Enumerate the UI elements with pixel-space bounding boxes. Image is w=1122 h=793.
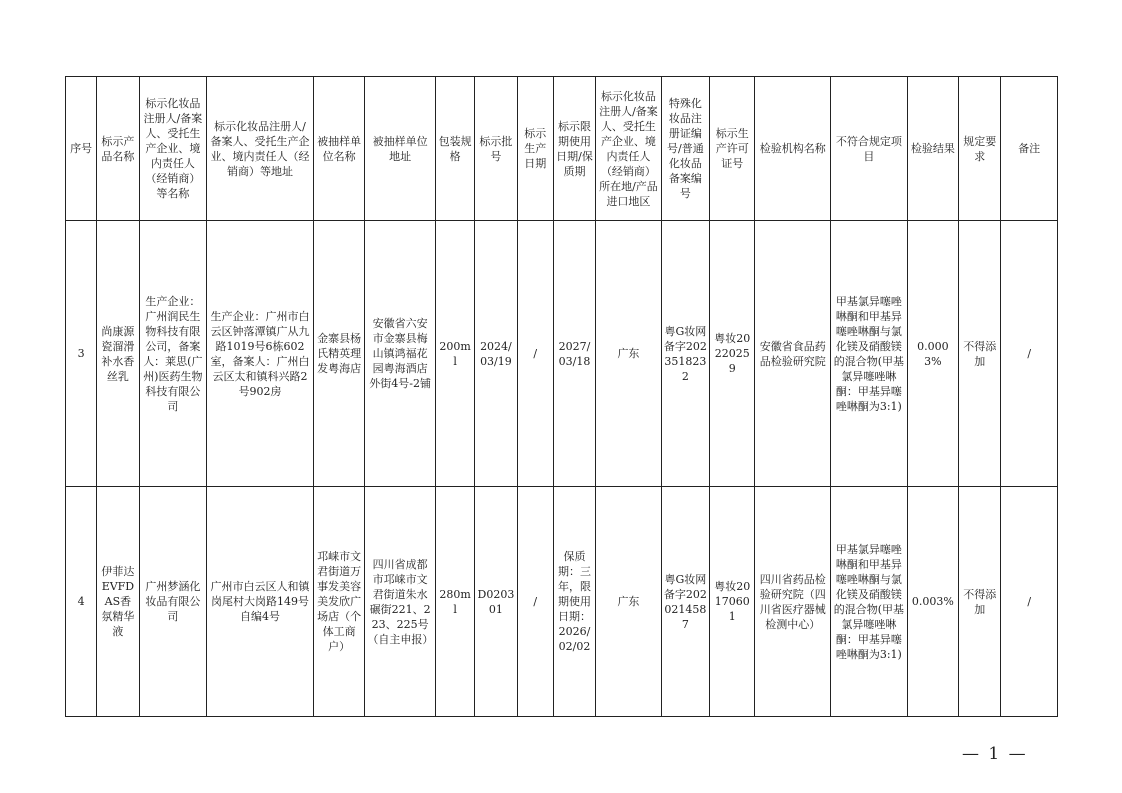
- table-cell: /: [1001, 221, 1058, 487]
- table-cell: /: [1001, 487, 1058, 717]
- sampling-results-table: [65, 76, 1058, 717]
- table-cell: 甲基氯异噻唑啉酮和甲基异噻唑啉酮与氯化镁及硝酸镁的混合物(甲基氯异噻唑啉酮：甲基异噻唑啉酮为3:1): [831, 221, 908, 487]
- table-cell: 伊菲达EVFDAS香氛精华液: [97, 487, 139, 717]
- table-cell: 280ml: [435, 487, 474, 717]
- table-cell: 四川省药品检验研究院（四川省医疗器械检测中心）: [755, 487, 831, 717]
- table-cell: 广州市白云区人和镇岗尾村大岗路149号自编4号: [207, 487, 314, 717]
- table-header-row: [66, 77, 1058, 221]
- table-cell: 200ml: [435, 221, 474, 487]
- header-cell: 备注: [1001, 77, 1058, 221]
- header-cell: 包装规格: [435, 77, 474, 221]
- header-cell: 标示生产日期: [517, 77, 553, 221]
- table-cell: 邛崃市文君街道万事发美容美发欣广场店（个体工商户）: [313, 487, 364, 717]
- table-cell: 粤妆20170601: [710, 487, 755, 717]
- header-cell: 标示化妆品注册人/备案人、受托生产企业、境内责任人（经销商）等地址: [207, 77, 314, 221]
- table-cell: /: [517, 221, 553, 487]
- table-cell: 生产企业：广州市白云区钟落潭镇广从九路1019号6栋602室，备案人：广州白云区太和镇科兴路2号902房: [207, 221, 314, 487]
- header-cell: 特殊化妆品注册证编号/普通化妆品备案编号: [661, 77, 709, 221]
- table-cell: 甲基氯异噻唑啉酮和甲基异噻唑啉酮与氯化镁及硝酸镁的混合物(甲基氯异噻唑啉酮：甲基异噻唑啉酮为3:1): [831, 487, 908, 717]
- header-cell: 序号: [66, 77, 97, 221]
- table-cell: 粤G妆网备字2020214587: [661, 487, 709, 717]
- table-cell: 不得添加: [959, 221, 1001, 487]
- table-cell: 不得添加: [959, 487, 1001, 717]
- table-cell: 金寨县杨氏精英理发粤海店: [313, 221, 364, 487]
- header-cell: 被抽样单位名称: [313, 77, 364, 221]
- table-cell: 尚康源瓷溜滑补水香丝乳: [97, 221, 139, 487]
- table-row: [66, 221, 1058, 487]
- header-cell: 检验结果: [907, 77, 958, 221]
- table-cell: 粤妆20220259: [710, 221, 755, 487]
- table-cell: 3: [66, 221, 97, 487]
- table-cell: 4: [66, 487, 97, 717]
- table-cell: 生产企业：广州润民生物科技有限公司，备案人：莱思(广州)医药生物科技有限公司: [139, 221, 207, 487]
- header-cell: 不符合规定项目: [831, 77, 908, 221]
- table-cell: 广州梦涵化妆品有限公司: [139, 487, 207, 717]
- header-cell: 标示批号: [475, 77, 517, 221]
- header-cell: 标示生产许可证号: [710, 77, 755, 221]
- table-cell: 粤G妆网备字2023518232: [661, 221, 709, 487]
- header-cell: 标示化妆品注册人/备案人、受托生产企业、境内责任人（经销商）等名称: [139, 77, 207, 221]
- header-cell: 被抽样单位地址: [365, 77, 436, 221]
- table-cell: /: [517, 487, 553, 717]
- table-row: [66, 487, 1058, 717]
- header-cell: 规定要求: [959, 77, 1001, 221]
- table-cell: 四川省成都市邛崃市文君街道朱水碾街221、223、225号（自主申报）: [365, 487, 436, 717]
- table-cell: 0.0003%: [907, 221, 958, 487]
- table-cell: 0.003%: [907, 487, 958, 717]
- header-cell: 标示化妆品注册人/备案人、受托生产企业、境内责任人（经销商）所在地/产品进口地区: [596, 77, 662, 221]
- table-cell: 保质期：三年，限期使用日期：2026/02/02: [553, 487, 595, 717]
- table-cell: 安徽省六安市金寨县梅山镇鸿福花园粤海酒店外街4号-2铺: [365, 221, 436, 487]
- page-number: — 1 —: [962, 744, 1028, 764]
- header-cell: 检验机构名称: [755, 77, 831, 221]
- table-cell: 2024/03/19: [475, 221, 517, 487]
- header-cell: 标示限期使用日期/保质期: [553, 77, 595, 221]
- table-cell: 2027/03/18: [553, 221, 595, 487]
- table-cell: 广东: [596, 487, 662, 717]
- table-cell: 安徽省食品药品检验研究院: [755, 221, 831, 487]
- table-cell: 广东: [596, 221, 662, 487]
- header-cell: 标示产品名称: [97, 77, 139, 221]
- table-cell: D020301: [475, 487, 517, 717]
